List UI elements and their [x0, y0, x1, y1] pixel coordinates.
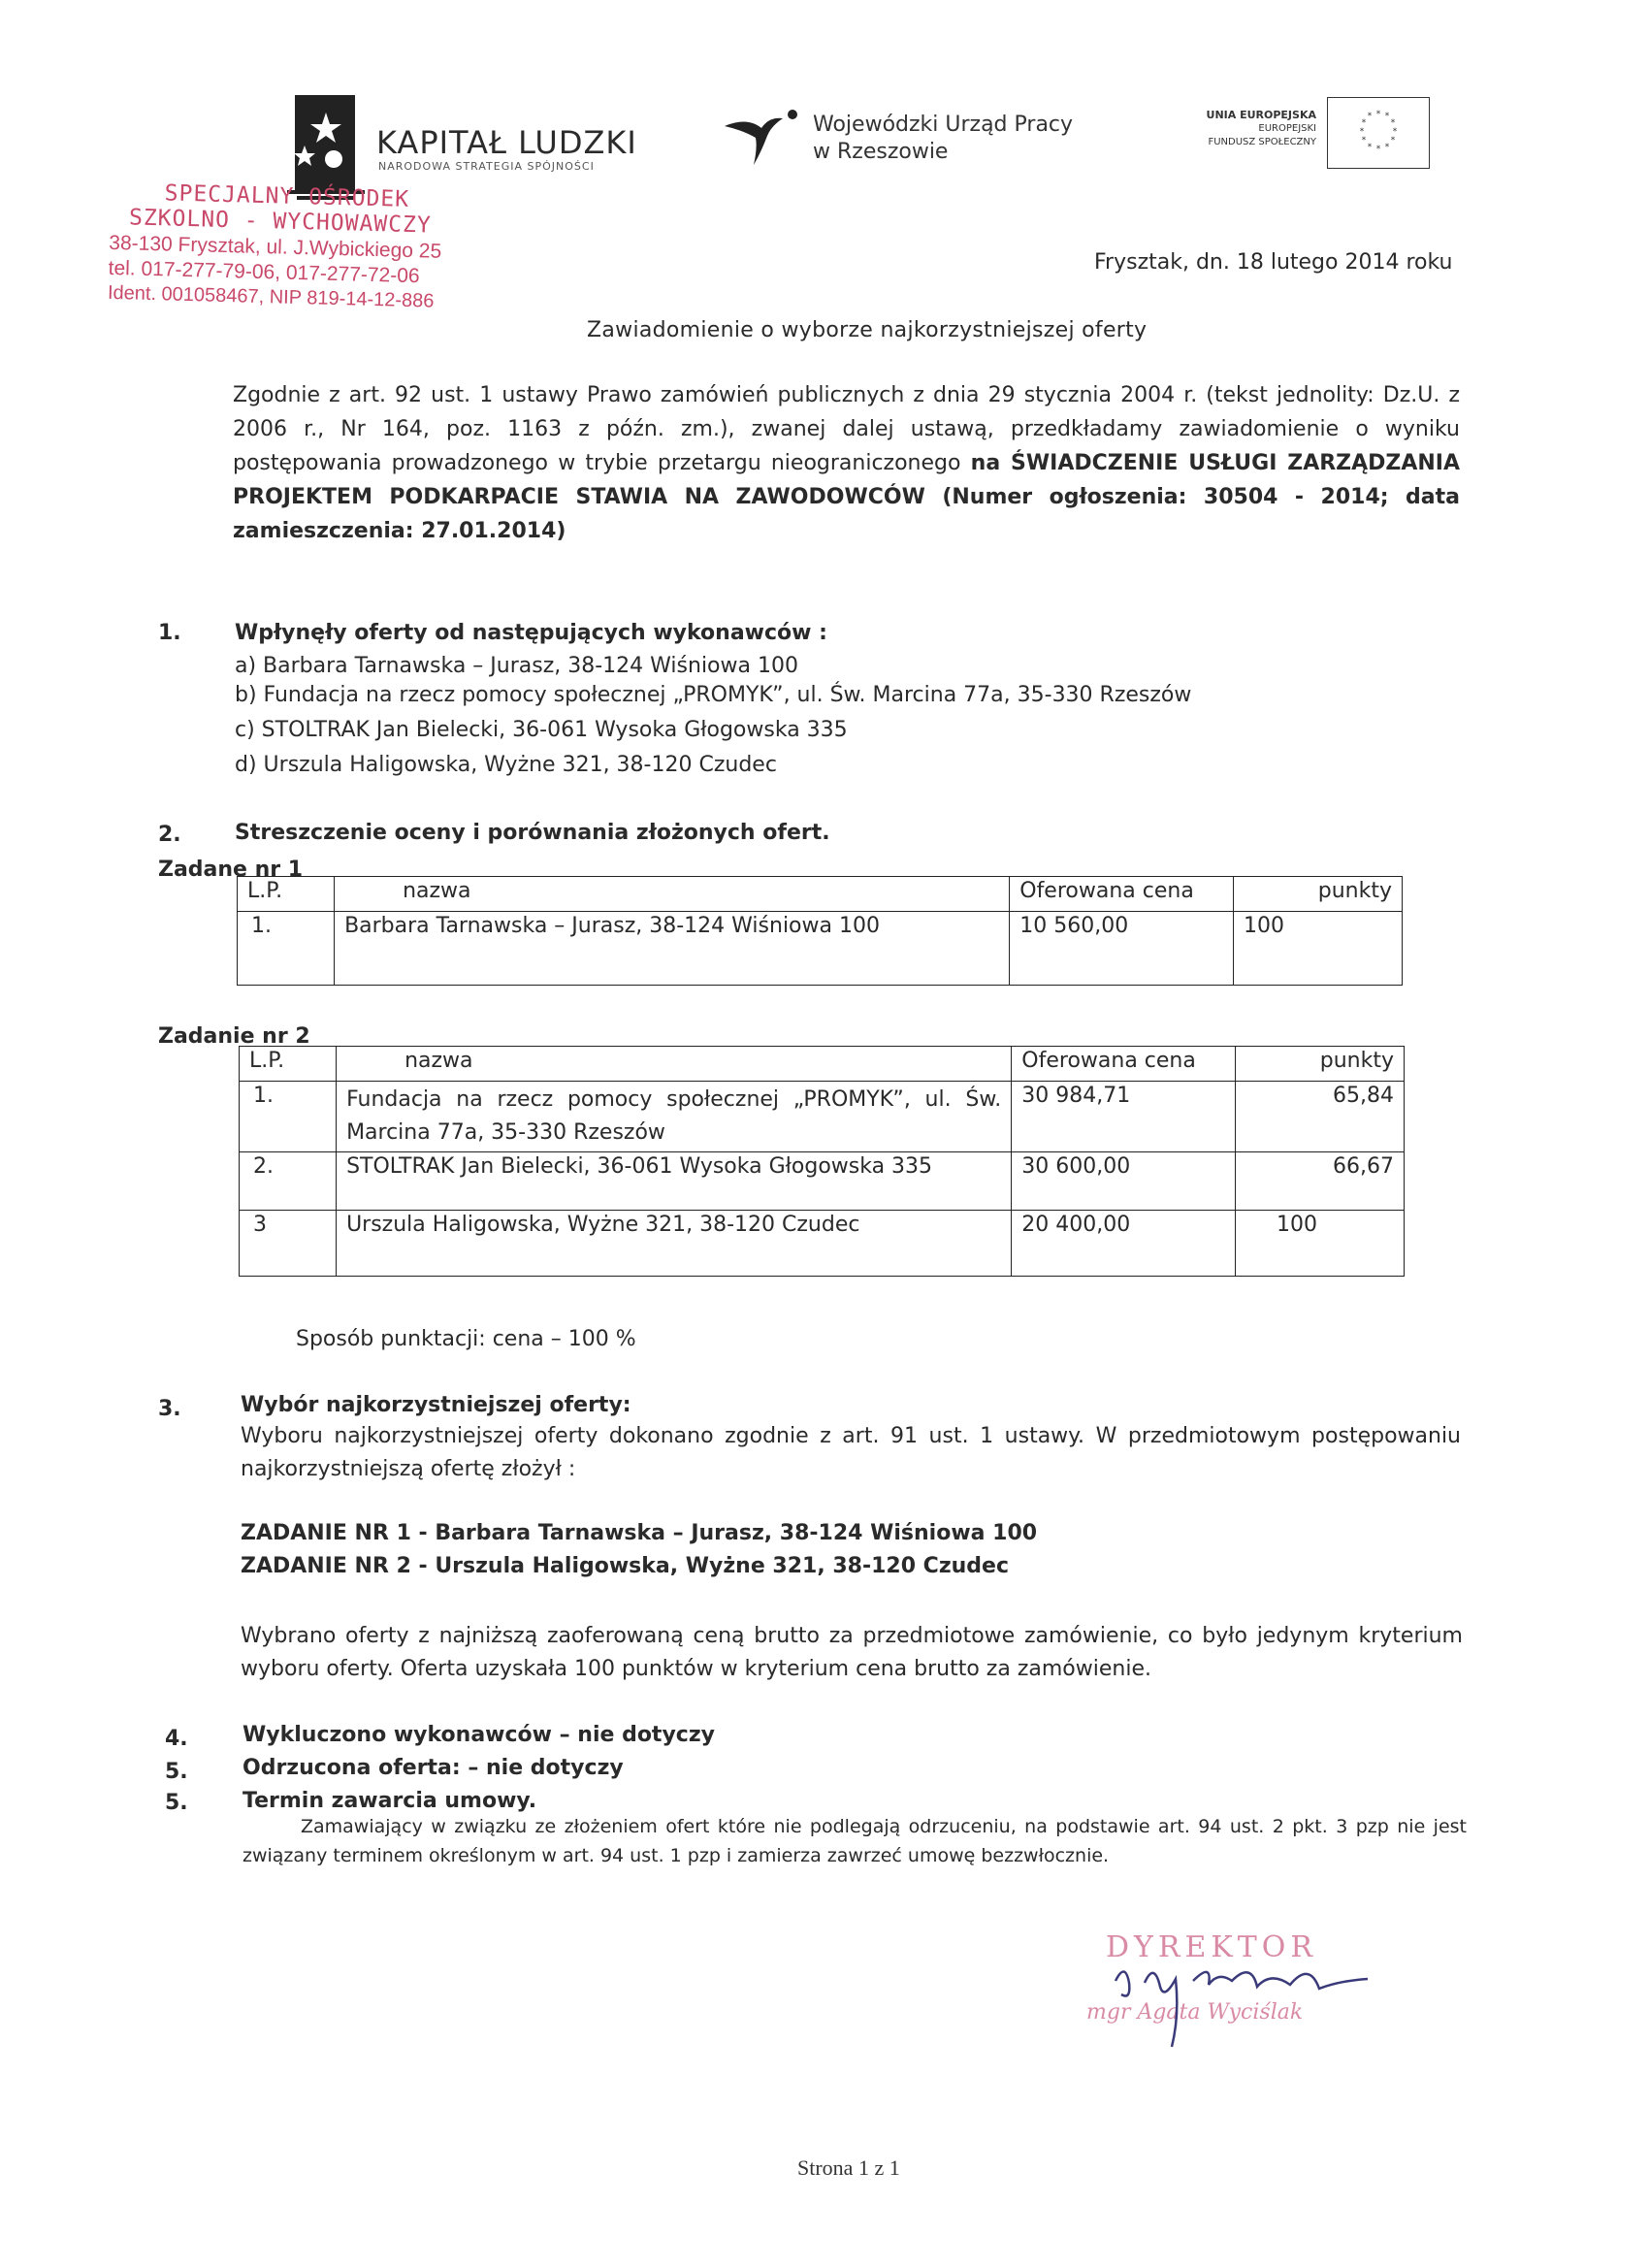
- cell-punkty: 100: [1234, 912, 1403, 986]
- svg-text:*: *: [1390, 136, 1396, 146]
- wup-line-2: w Rzeszowie: [813, 140, 949, 164]
- offer-item-c: c) STOLTRAK Jan Bielecki, 36-061 Wysoka Głogowska 335: [235, 718, 848, 742]
- svg-text:*: *: [1390, 118, 1396, 128]
- cell-cena: 10 560,00: [1010, 912, 1234, 986]
- cell-nazwa: Barbara Tarnawska – Jurasz, 38-124 Wiśniowa 100: [335, 912, 1010, 986]
- section-3-heading: Wybór najkorzystniejszej oferty:: [241, 1393, 631, 1417]
- section-1-number: 1.: [158, 621, 181, 645]
- eu-line-3: FUNDUSZ SPOŁECZNY: [1208, 137, 1316, 147]
- table-row: [240, 1152, 1405, 1211]
- section-3-number: 3.: [158, 1397, 181, 1421]
- table-row: [238, 912, 1403, 986]
- cell-nazwa: Fundacja na rzecz pomocy społecznej „PROMYK”, ul. Św. Marcina 77a, 35-330 Rzeszów: [337, 1082, 1012, 1152]
- svg-text:*: *: [1392, 127, 1398, 137]
- svg-text:*: *: [1361, 118, 1367, 128]
- cell-nazwa: Urszula Haligowska, Wyżne 321, 38-120 Czudec: [337, 1211, 1012, 1277]
- eu-label: [1179, 109, 1316, 149]
- svg-text:*: *: [1375, 110, 1381, 119]
- table-header-row: [240, 1047, 1405, 1082]
- signature-title: DYREKTOR: [1106, 1930, 1317, 1964]
- task-2-table: [239, 1046, 1405, 1277]
- cell-lp: 2.: [240, 1152, 337, 1211]
- task-2-label: Zadanie nr 2: [158, 1024, 310, 1049]
- svg-text:*: *: [1359, 127, 1365, 137]
- table-row: [240, 1082, 1405, 1152]
- document-date: Frysztak, dn. 18 lutego 2014 roku: [1094, 250, 1453, 275]
- section-4-number: 4.: [165, 1727, 188, 1751]
- section-5b-heading: Termin zawarcia umowy.: [242, 1789, 537, 1813]
- col-header-punkty: punkty: [1234, 877, 1403, 912]
- kapital-ludzki-title: KAPITAŁ LUDZKI: [376, 124, 637, 161]
- stamp-line-5: Ident. 001058467, NIP 819-14-12-886: [107, 281, 435, 312]
- offer-item-a: a) Barbara Tarnawska – Jurasz, 38-124 Wiśniowa 100: [235, 654, 798, 678]
- section-5b-text: Zamawiający w związku ze złożeniem ofert które nie podlegają odrzuceniu, na podstawie art. 94 ust. 2 pkt. 3 pzp nie jest związany terminem określonym w art. 94 ust. 1 pzp i zamierza zawrzeć umowę bezzwłocznie.: [242, 1816, 1467, 1866]
- cell-cena: 20 400,00: [1012, 1211, 1236, 1277]
- svg-text:*: *: [1375, 145, 1381, 154]
- eu-line-1: UNIA EUROPEJSKA: [1206, 109, 1316, 121]
- cell-punkty: 65,84: [1236, 1082, 1405, 1152]
- col-header-nazwa: nazwa: [335, 877, 1010, 912]
- cell-lp: 3: [240, 1211, 337, 1277]
- eu-line-2: EUROPEJSKI: [1258, 123, 1316, 134]
- svg-text:*: *: [1367, 143, 1373, 152]
- cell-lp: 1.: [240, 1082, 337, 1152]
- selected-offer-task-2: ZADANIE NR 2 - Urszula Haligowska, Wyżne 321, 38-120 Czudec: [241, 1554, 1009, 1578]
- table-header-row: [238, 877, 1403, 912]
- col-header-cena: Oferowana cena: [1012, 1047, 1236, 1082]
- offer-item-d: d) Urszula Haligowska, Wyżne 321, 38-120 Czudec: [235, 753, 777, 777]
- kapital-ludzki-subtitle: NARODOWA STRATEGIA SPÓJNOŚCI: [378, 160, 595, 173]
- svg-text:*: *: [1384, 143, 1390, 152]
- cell-cena: 30 984,71: [1012, 1082, 1236, 1152]
- svg-text:*: *: [1361, 136, 1367, 146]
- document-title: Zawiadomienie o wyborze najkorzystniejszej oferty: [587, 318, 1148, 342]
- col-header-nazwa: nazwa: [337, 1047, 1012, 1082]
- handwritten-signature-icon: [1086, 1923, 1377, 2078]
- section-2-heading: Streszczenie oceny i porównania złożonych ofert.: [235, 821, 830, 845]
- signature-name: mgr Agata Wyciślak: [1086, 2000, 1304, 2025]
- col-header-cena: Oferowana cena: [1010, 877, 1234, 912]
- section-3-text: Wyboru najkorzystniejszej oferty dokonano zgodnie z art. 91 ust. 1 ustawy. W przedmiotowym postępowaniu najkorzystniejszą ofertę złożył :: [241, 1424, 1461, 1481]
- cell-lp: 1.: [238, 912, 335, 986]
- stamp-line-1: SPECJALNY OŚRODEK: [164, 180, 410, 212]
- table-row: [240, 1211, 1405, 1277]
- cell-punkty: 66,67: [1236, 1152, 1405, 1211]
- page-footer: Strona 1 z 1: [797, 2155, 900, 2180]
- offer-item-b: b) Fundacja na rzecz pomocy społecznej „PROMYK”, ul. Św. Marcina 77a, 35-330 Rzeszów: [235, 683, 1192, 707]
- intro-paragraph: [233, 378, 1460, 548]
- intro-text: Zgodnie z art. 92 ust. 1 ustawy Prawo zamówień publicznych z dnia 29 stycznia 2004 r. (tekst jednolity: Dz.U. z 2006 r., Nr 164, poz. 1163 z późn. zm.), zwanej dalej ustawą, przedkładamy zawiadomienie o wyniku postępowania prowadzonego w trybie przetargu nieograniczonego: [233, 383, 1460, 475]
- intro-bold: na ŚWIADCZENIE USŁUGI ZARZĄDZANIA PROJEKTEM PODKARPACIE STAWIA NA ZAWODOWCÓW (Numer ogłoszenia: 30504 - 2014; data zamieszczenia: 27.01.2014): [233, 451, 1460, 543]
- wup-name: [813, 112, 1073, 166]
- section-2-number: 2.: [158, 823, 181, 847]
- selected-offer-task-1: ZADANIE NR 1 - Barbara Tarnawska – Jurasz, 38-124 Wiśniowa 100: [241, 1521, 1038, 1545]
- col-header-punkty: punkty: [1236, 1047, 1405, 1082]
- section-5b-number: 5.: [165, 1791, 188, 1815]
- col-header-lp: L.P.: [238, 877, 335, 912]
- cell-nazwa: STOLTRAK Jan Bielecki, 36-061 Wysoka Głogowska 335: [337, 1152, 1012, 1211]
- task-1-label: Zadane nr 1: [158, 858, 304, 882]
- scoring-method: Sposób punktacji: cena – 100 %: [296, 1327, 636, 1351]
- cell-cena: 30 600,00: [1012, 1152, 1236, 1211]
- svg-text:*: *: [1384, 112, 1390, 121]
- section-4-heading: Wykluczono wykonawców – nie dotyczy: [242, 1723, 715, 1747]
- eu-flag-icon: [1327, 97, 1430, 169]
- col-header-lp: L.P.: [240, 1047, 337, 1082]
- wup-line-1: Wojewódzki Urząd Pracy: [813, 113, 1074, 137]
- wup-bird-logo-icon: [723, 97, 800, 175]
- cell-punkty: 100: [1236, 1211, 1405, 1277]
- stamp-line-4: tel. 017-277-79-06, 017-277-72-06: [108, 256, 420, 288]
- director-signature: [1086, 1923, 1377, 2078]
- selection-justification: Wybrano oferty z najniższą zaoferowaną ceną brutto za przedmiotowe zamówienie, co było jedynym kryterium wyboru oferty. Oferta uzyskała 100 punktów w kryterium cena brutto za zamówienie.: [241, 1624, 1463, 1681]
- stamp-line-3: 38-130 Frysztak, ul. J.Wybickiego 25: [109, 231, 442, 263]
- section-5a-number: 5.: [165, 1760, 188, 1784]
- section-1-heading: Wpłynęły oferty od następujących wykonawców :: [235, 621, 827, 645]
- task-1-table: [237, 876, 1403, 986]
- section-5a-heading: Odrzucona oferta: – nie dotyczy: [242, 1756, 624, 1780]
- svg-text:*: *: [1367, 112, 1373, 121]
- stamp-line-2: SZKOLNO - WYCHOWAWCZY: [128, 205, 433, 239]
